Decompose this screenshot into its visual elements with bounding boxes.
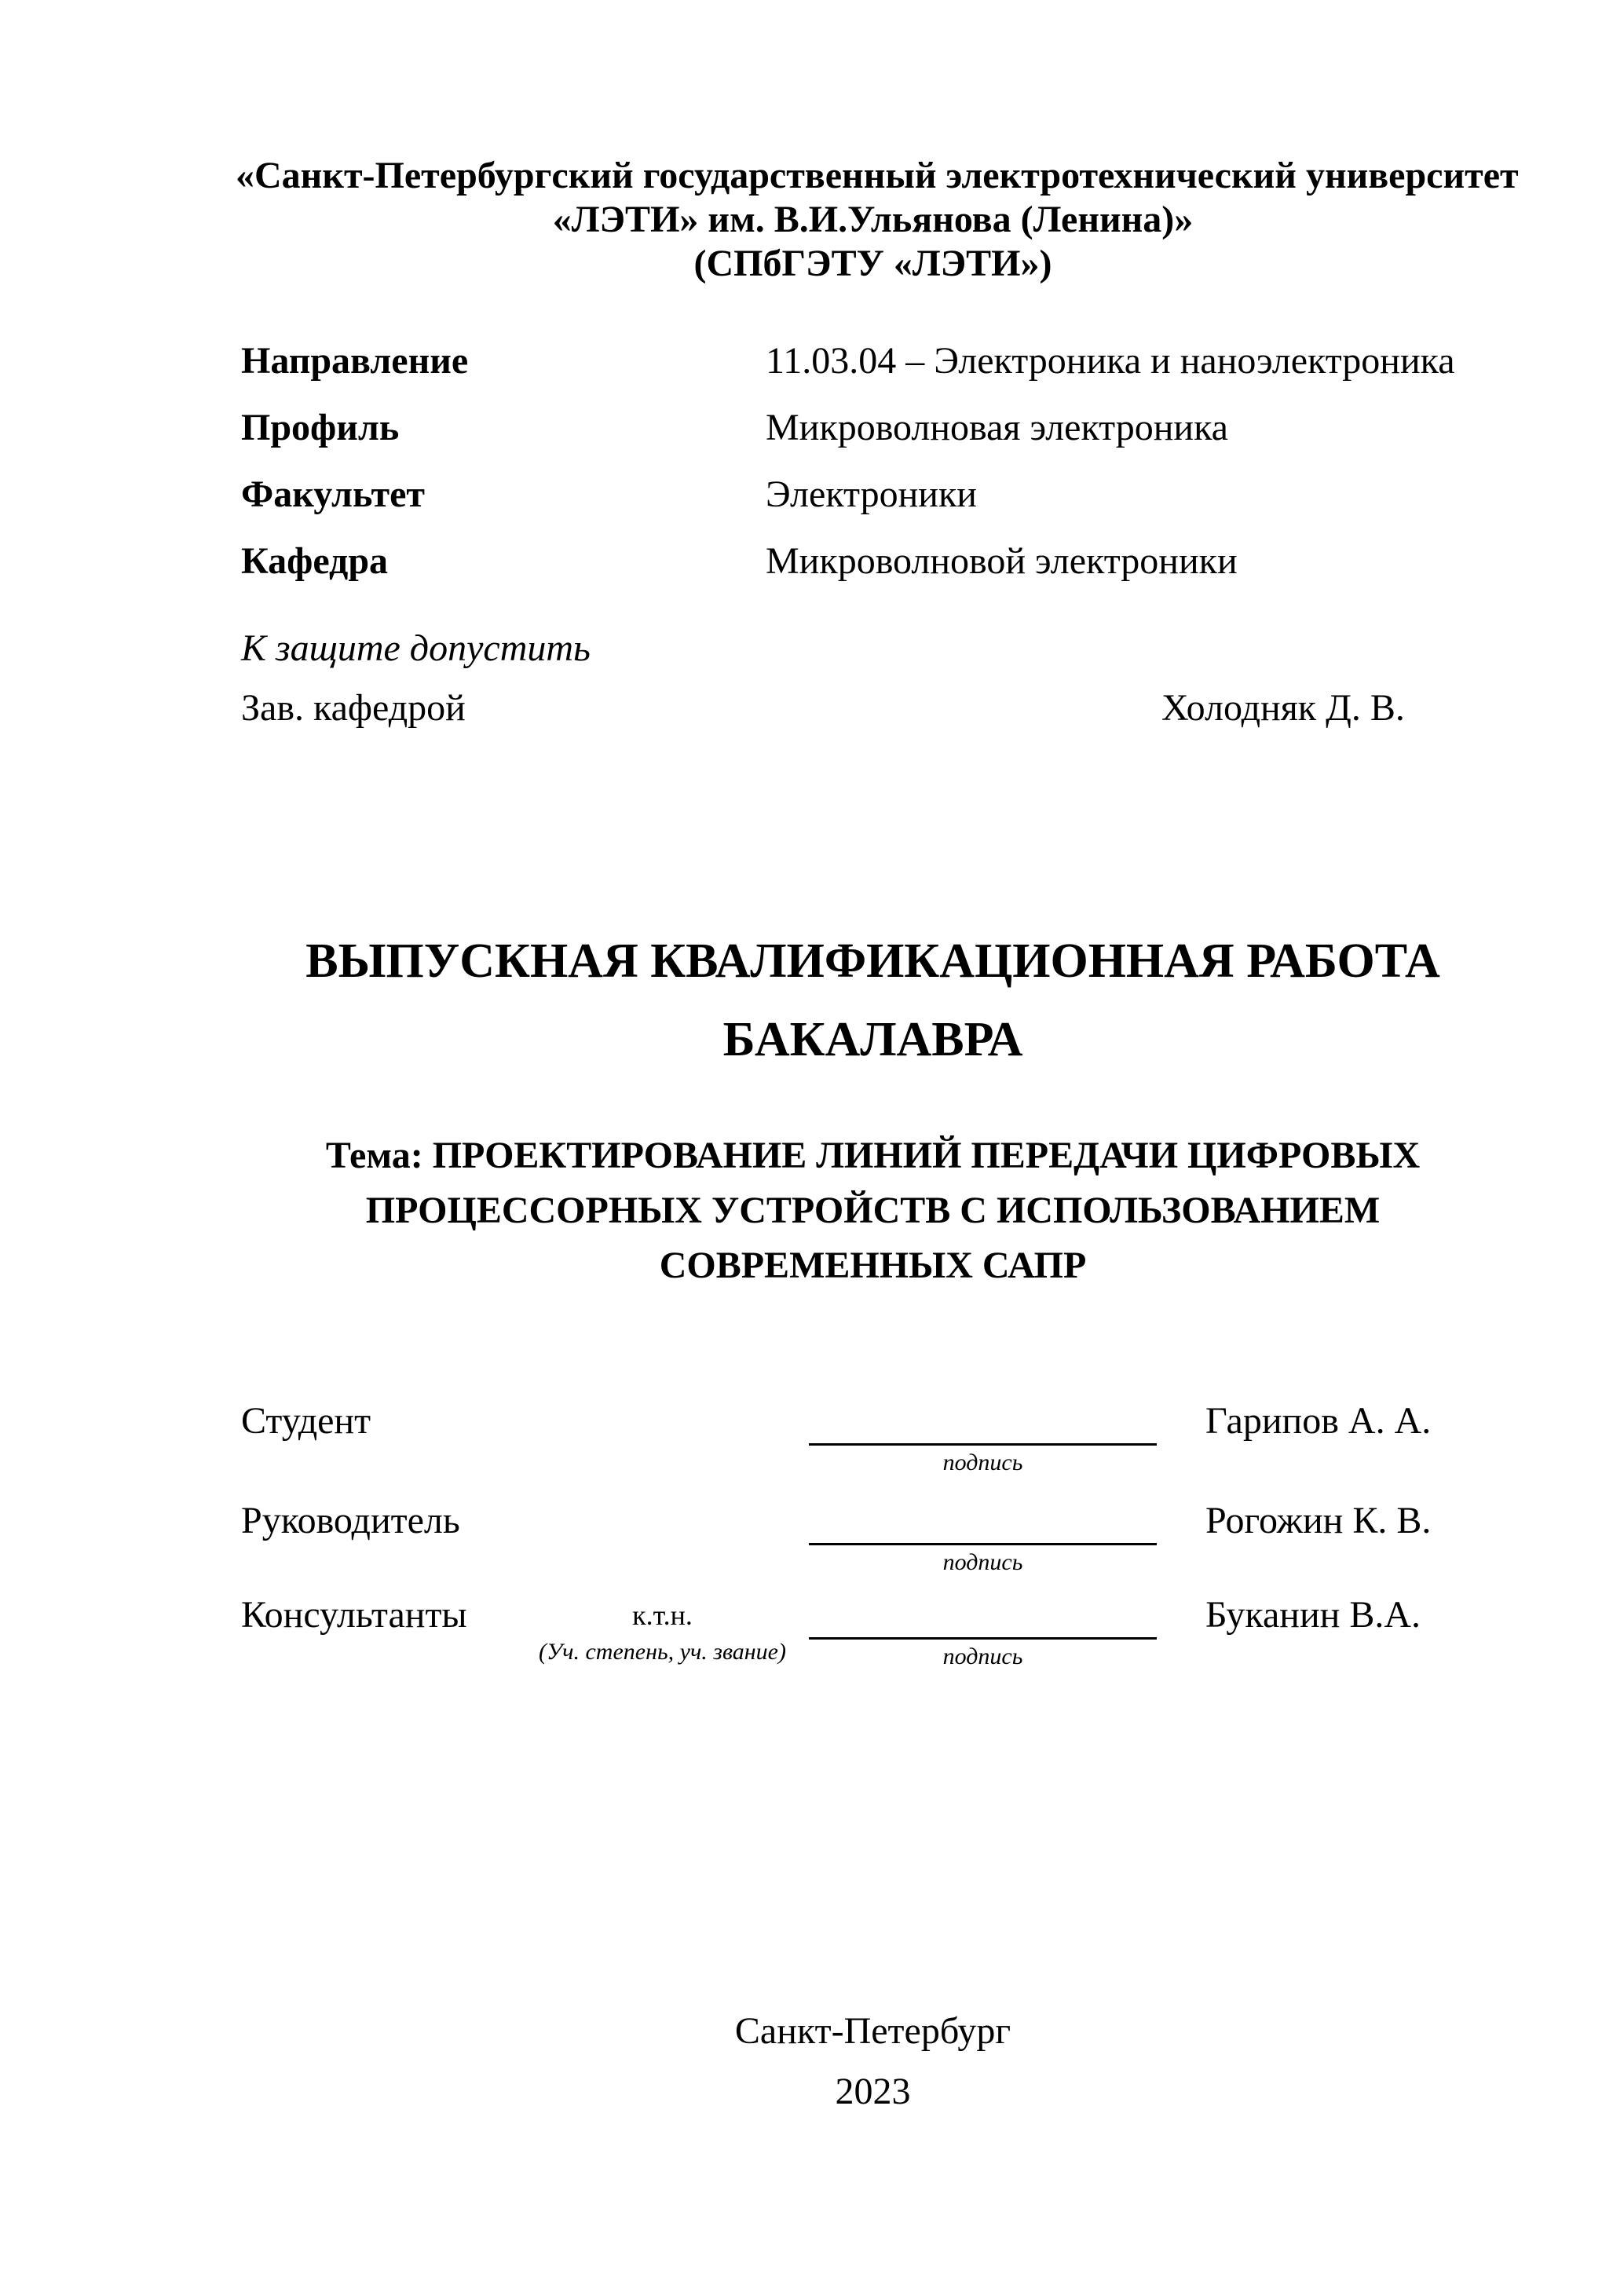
- field-row-direction: [241, 339, 1510, 383]
- consultant-signature-caption: подпись: [942, 1643, 1023, 1669]
- consultant-degree-caption: (Уч. степень, уч. звание): [539, 1639, 786, 1665]
- consultant-name: Буканин В.А.: [1205, 1594, 1421, 1636]
- footer-year: 2023: [835, 2071, 911, 2112]
- direction-value: 11.03.04 – Электроника и наноэлектроника: [766, 340, 1455, 382]
- supervisor-name: Рогожин К. В.: [1205, 1500, 1432, 1541]
- student-name: Гарипов А. А.: [1205, 1400, 1432, 1442]
- admission-note: К защите допустить: [241, 627, 591, 669]
- supervisor-role-label: Руководитель: [241, 1500, 460, 1541]
- university-header: [236, 154, 1519, 286]
- department-value: Микроволновой электроники: [766, 540, 1238, 582]
- topic-line1-text: ПРОЕКТИРОВАНИЕ ЛИНИЙ ПЕРЕДАЧИ ЦИФРОВЫХ: [432, 1135, 1421, 1176]
- consultant-signature-line: [809, 1637, 1157, 1640]
- direction-label: Направление: [241, 340, 469, 382]
- supervisor-signature-line: [809, 1543, 1157, 1545]
- field-row-faculty: [241, 473, 1510, 517]
- supervisor-signature-caption: подпись: [942, 1549, 1023, 1575]
- program-fields: [241, 339, 1510, 606]
- university-name-line2: «ЛЭТИ» им. В.И.Ульянова (Ленина)»: [552, 199, 1194, 240]
- topic-block: [236, 1128, 1510, 1293]
- topic-prefix: Тема:: [325, 1135, 423, 1176]
- university-name-line1: «Санкт-Петербургский государственный электротехнический университет: [236, 155, 1519, 196]
- profile-value: Микроволновая электроника: [766, 407, 1228, 448]
- work-title-line2: БАКАЛАВРА: [722, 1013, 1023, 1066]
- field-row-profile: [241, 406, 1510, 450]
- faculty-value: Электроники: [766, 473, 977, 515]
- work-title: [236, 922, 1510, 1079]
- student-signature-line: [809, 1443, 1157, 1446]
- student-role-label: Студент: [241, 1400, 371, 1442]
- topic-line3: СОВРЕМЕННЫХ САПР: [659, 1245, 1087, 1286]
- footer-city: Санкт-Петербург: [734, 2010, 1011, 2052]
- consultants-role-label: Консультанты: [241, 1594, 467, 1636]
- consultant-degree: к.т.н.: [632, 1600, 693, 1631]
- profile-label: Профиль: [241, 407, 400, 448]
- head-of-department-name: Холодняк Д. В.: [1161, 687, 1405, 729]
- work-title-line1: ВЫПУСКНАЯ КВАЛИФИКАЦИОННАЯ РАБОТА: [305, 934, 1440, 988]
- field-row-department: [241, 539, 1510, 583]
- student-signature-caption: подпись: [942, 1450, 1023, 1475]
- university-abbreviation: (СПбГЭТУ «ЛЭТИ»): [693, 243, 1052, 284]
- topic-line1: [236, 1128, 1510, 1183]
- faculty-label: Факультет: [241, 473, 425, 515]
- topic-line2: ПРОЦЕССОРНЫХ УСТРОЙСТВ С ИСПОЛЬЗОВАНИЕМ: [365, 1190, 1381, 1231]
- department-label: Кафедра: [241, 540, 389, 582]
- head-of-department-label: Зав. кафедрой: [241, 687, 466, 729]
